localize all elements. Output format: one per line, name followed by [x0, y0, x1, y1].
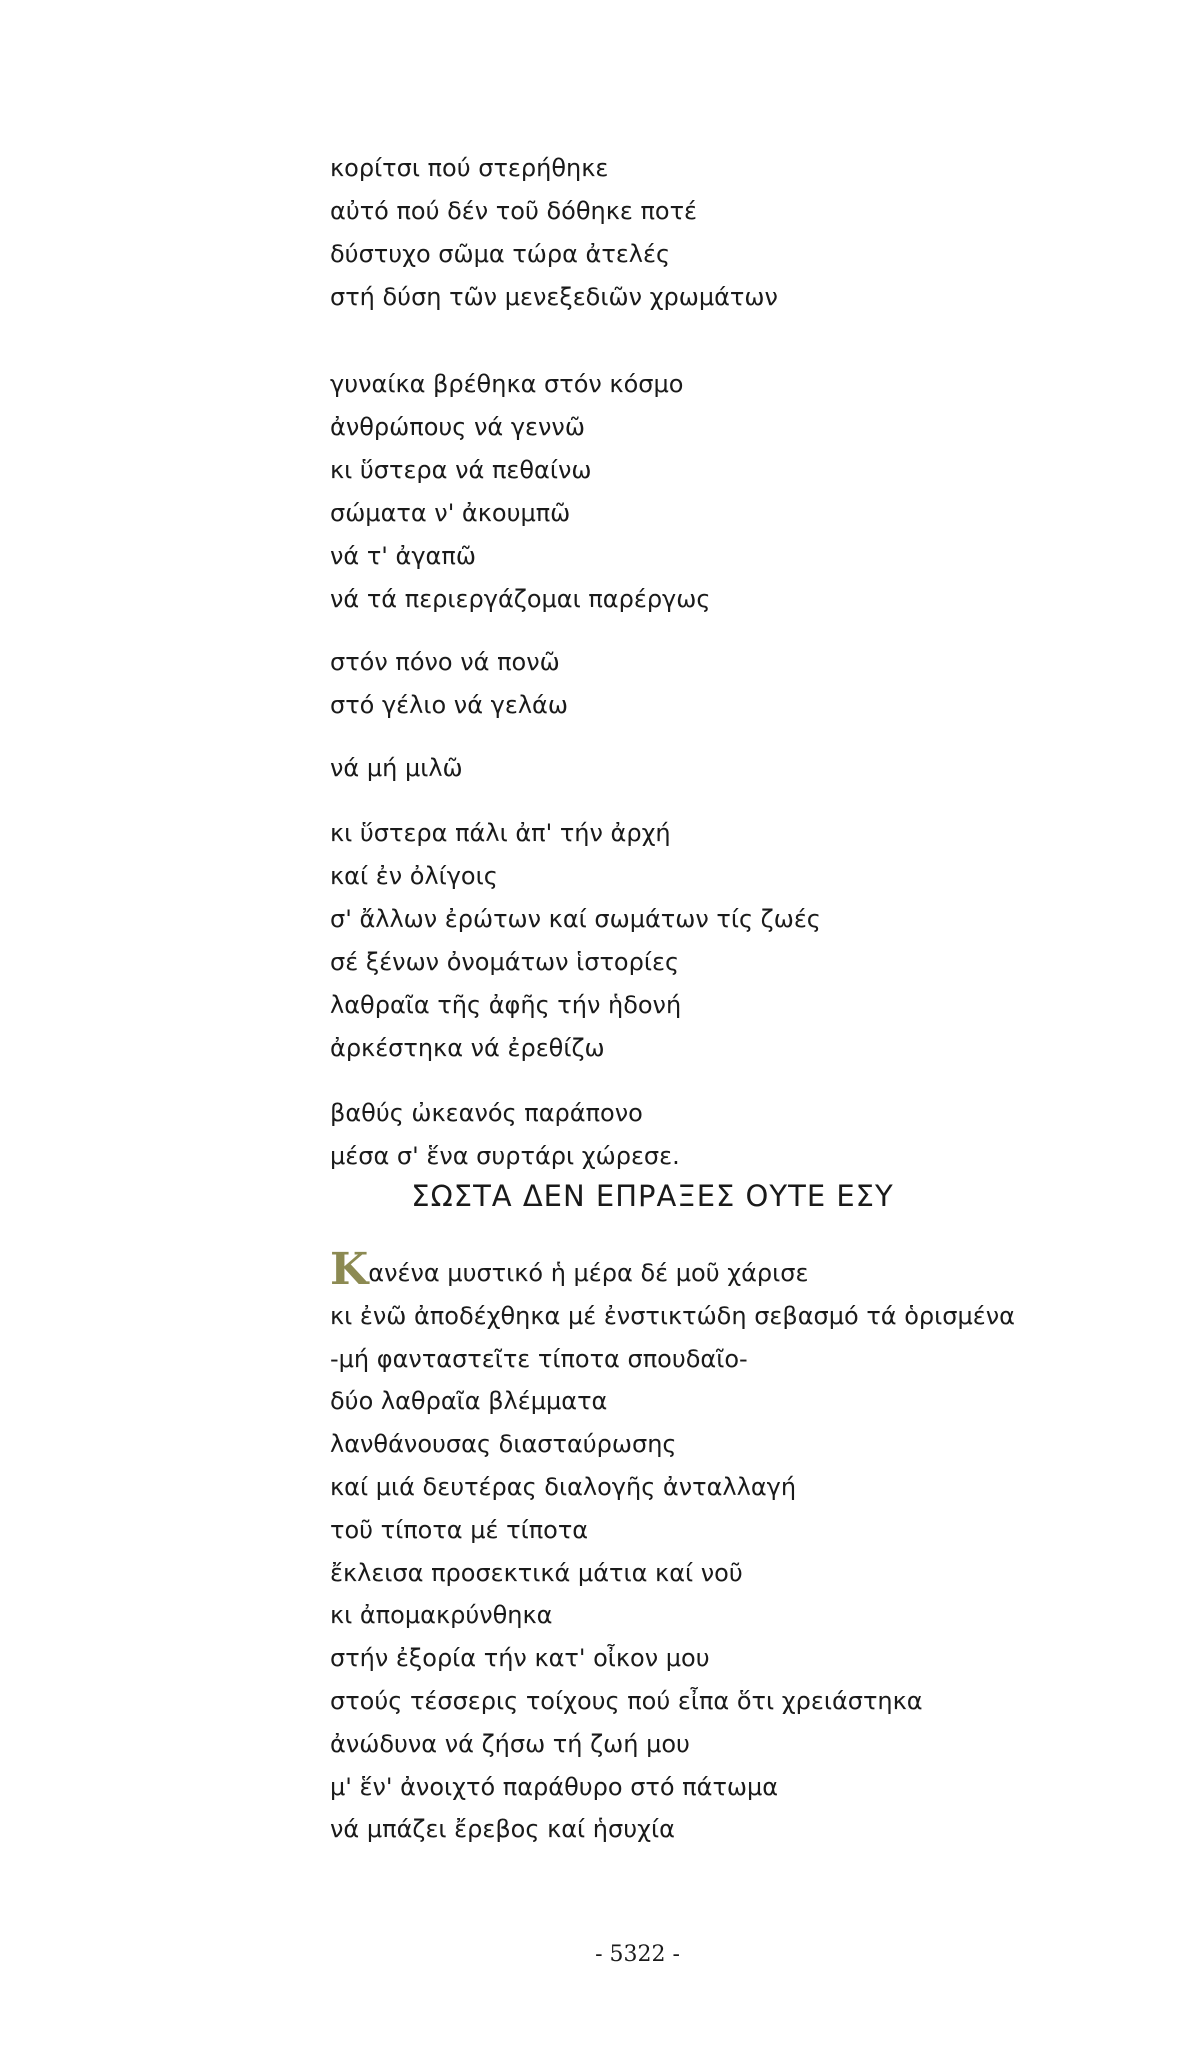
poem-line: κι ὕστερα νά πεθαίνω [330, 456, 592, 484]
poem-line: νά τ' ἀγαπῶ [330, 542, 476, 570]
poem-continued [330, 147, 1110, 1178]
poem-line: ἀνθρώπους νά γεννῶ [330, 413, 585, 441]
poem-line: καί ἐν ὀλίγοις [330, 862, 498, 890]
poem-body [330, 1244, 1130, 1851]
poem-line: σώματα ν' ἀκουμπῶ [330, 499, 571, 527]
poem-line: ἔκλεισα προσεκτικά μάτια καί νοῦ [330, 1558, 743, 1587]
page-number: - 5322 - [595, 1942, 680, 1967]
stanza-gap [330, 790, 1110, 812]
poem-line: δύο λαθραῖα βλέμματα [330, 1387, 608, 1416]
stanza-4 [330, 747, 1110, 790]
stanza-2 [330, 363, 1110, 621]
poem-line: κι ἀπομακρύνθηκα [330, 1601, 553, 1630]
poem-line: κορίτσι πού στερήθηκε [330, 154, 609, 182]
poem-line: αὐτό πού δέν τοῦ δόθηκε ποτέ [330, 197, 698, 225]
first-line-text: ανένα μυστικό ἡ μέρα δέ μοῦ χάρισε [368, 1259, 809, 1287]
poem-line: σέ ξένων ὀνομάτων ἱστορίες [330, 948, 680, 976]
poem-line: στήν ἐξορία τήν κατ' οἶκον μου [330, 1644, 710, 1673]
stanza-gap [330, 621, 1110, 641]
poem-line: ἀρκέστηκα νά ἐρεθίζω [330, 1034, 605, 1062]
poem-line: στούς τέσσερις τοίχους πού εἶπα ὅτι χρειάστηκα [330, 1686, 923, 1715]
poem-line: στό γέλιο νά γελάω [330, 691, 568, 719]
poem-line: τοῦ τίποτα μέ τίποτα [330, 1515, 589, 1544]
poem-line: στόν πόνο νά πονῶ [330, 648, 560, 676]
stanza-3 [330, 641, 1110, 727]
poem-line: νά μπάζει ἔρεβος καί ἡσυχία [330, 1815, 675, 1844]
poem-line: στή δύση τῶν μενεξεδιῶν χρωμάτων [330, 283, 778, 311]
poem-line: ἀνώδυνα νά ζήσω τή ζωή μου [330, 1729, 690, 1758]
poem-title [0, 1176, 1195, 1216]
stanza-1 [330, 147, 1110, 319]
poem-line: νά μή μιλῶ [330, 754, 463, 782]
poem-line: καί μιά δευτέρας διαλογῆς ἀνταλλαγή [330, 1472, 797, 1501]
poem-line: λαθραῖα τῆς ἀφῆς τήν ἡδονή [330, 991, 682, 1019]
stanza-5 [330, 812, 1110, 1070]
poem-title-text: ΣΩΣΤΑ ΔΕΝ ΕΠΡΑΞΕΣ ΟΥΤΕ ΕΣΥ [411, 1179, 894, 1213]
poem-line: γυναίκα βρέθηκα στόν κόσμο [330, 370, 684, 398]
poem-line: κι ἐνῶ ἀποδέχθηκα μέ ἐνστικτώδη σεβασμό τά ὁρισμένα [330, 1301, 1015, 1330]
poem-line: -μή φανταστεῖτε τίποτα σπουδαῖο- [330, 1344, 748, 1373]
stanza-gap [330, 1070, 1110, 1092]
poem-line: λανθάνουσας διασταύρωσης [330, 1430, 677, 1459]
poem-line: σ' ἄλλων ἐρώτων καί σωμάτων τίς ζωές [330, 905, 821, 933]
poem-line: βαθύς ὠκεανός παράπονο [330, 1099, 643, 1127]
poem-line: μέσα σ' ἕνα συρτάρι χώρεσε. [330, 1142, 680, 1170]
poem-first-line [330, 1244, 1130, 1295]
poem-line: κι ὕστερα πάλι ἀπ' τήν ἀρχή [330, 819, 671, 847]
dropcap-letter: Κ [330, 1244, 369, 1295]
stanza-gap [330, 727, 1110, 747]
poem-line: νά τά περιεργάζομαι παρέργως [330, 585, 711, 613]
page-footer [0, 1942, 1195, 1967]
poem-line: μ' ἕν' ἀνοιχτό παράθυρο στό πάτωμα [330, 1772, 779, 1801]
stanza-6 [330, 1092, 1110, 1178]
poem-line: δύστυχο σῶμα τώρα ἀτελές [330, 240, 671, 268]
stanza-gap [330, 319, 1110, 363]
